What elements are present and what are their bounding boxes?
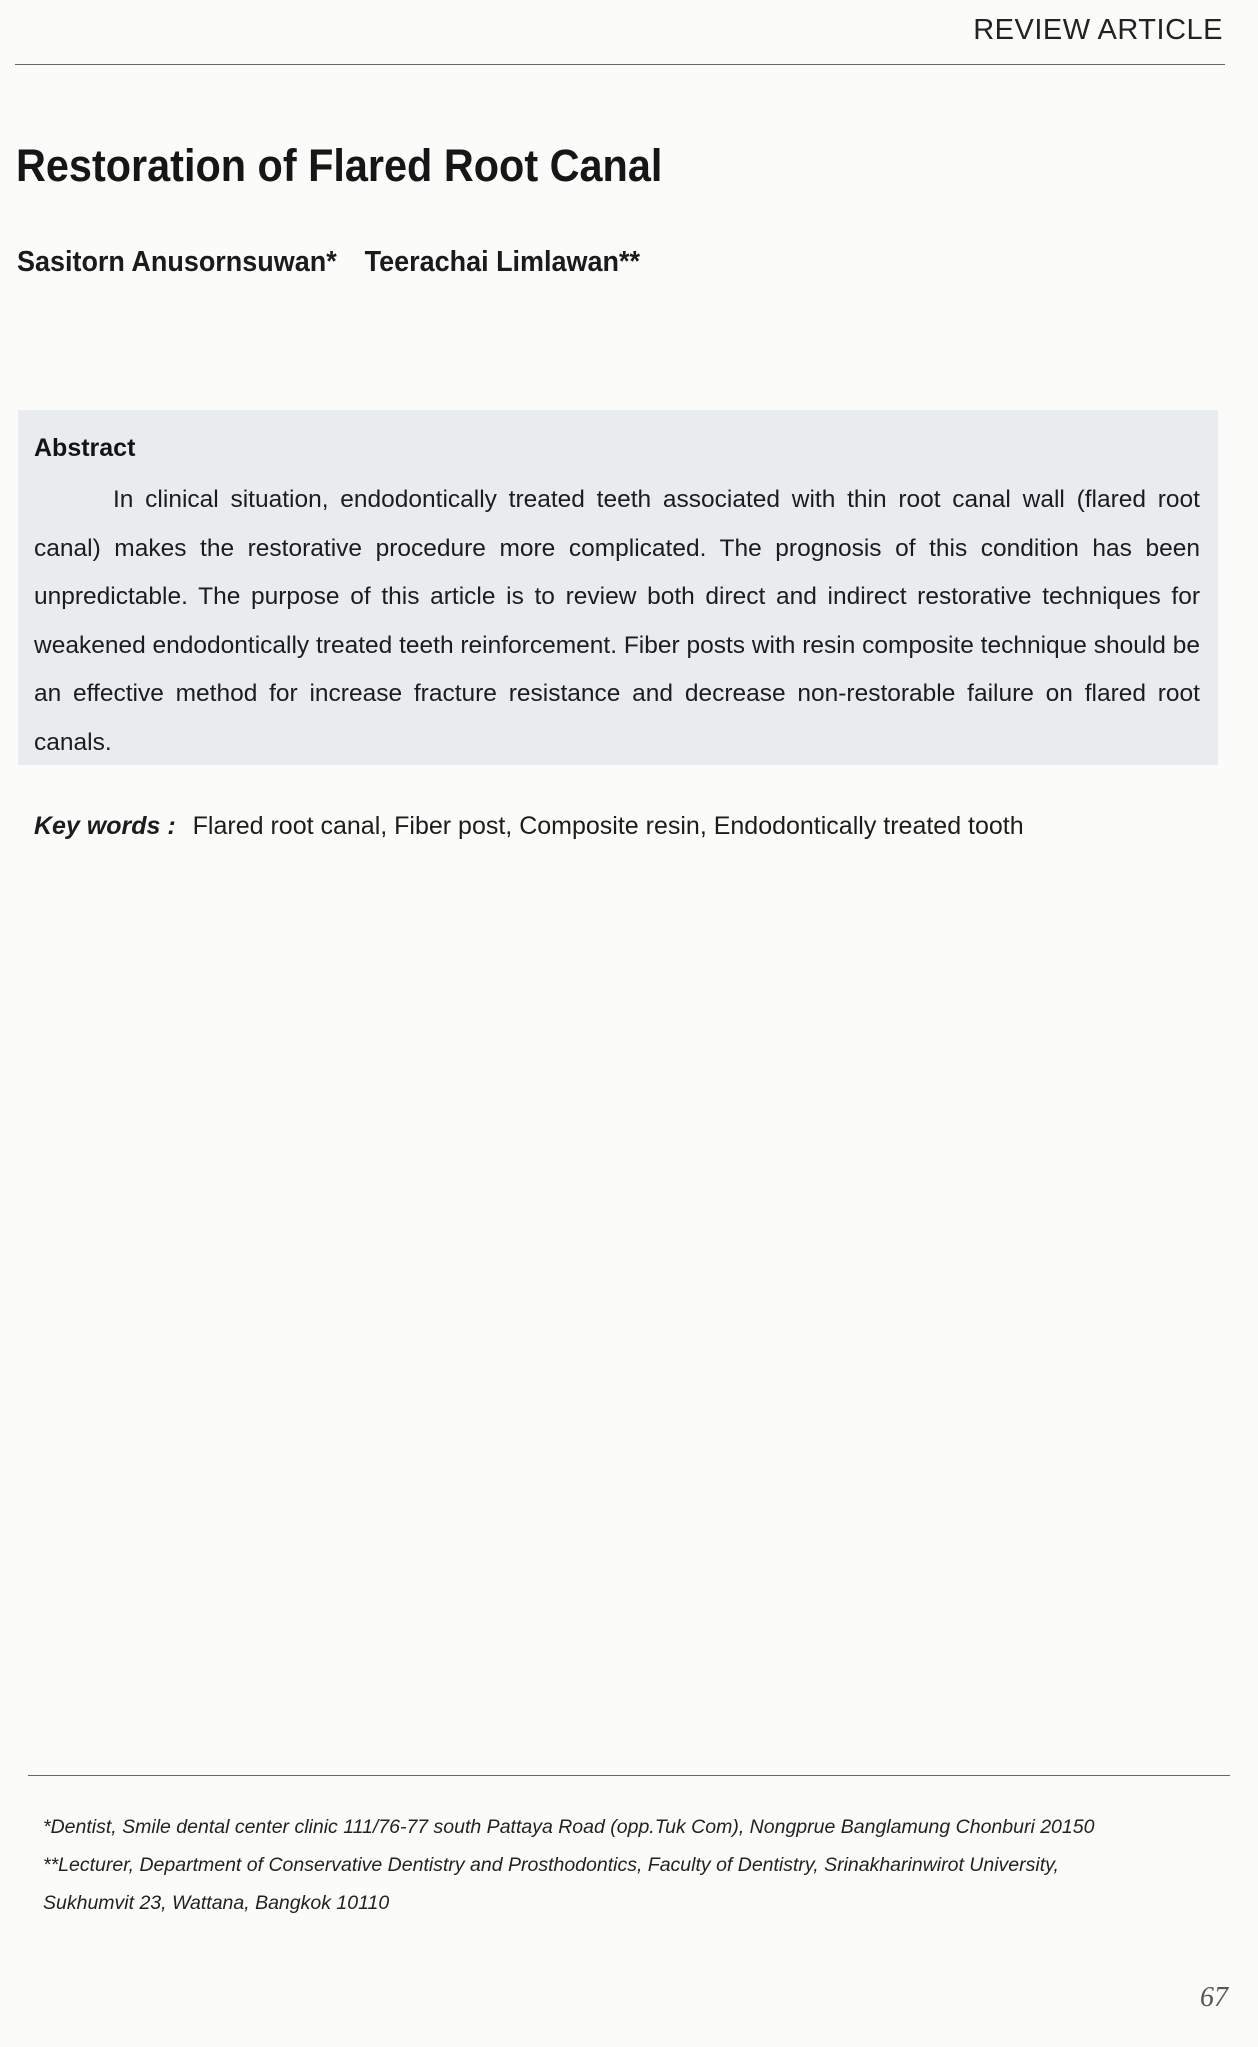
section-label: REVIEW ARTICLE [973, 14, 1223, 46]
keywords-text: Flared root canal, Fiber post, Composite resin, Endodontically treated tooth [192, 812, 1024, 840]
footnotes [43, 1808, 1213, 1922]
authors [17, 246, 660, 279]
keywords-label: Key words : [34, 812, 176, 840]
footnote-1: *Dentist, Smile dental center clinic 111/76-77 south Pattaya Road (opp.Tuk Com), Nongprue Banglamung Chonburi 20150 [43, 1816, 1095, 1838]
abstract-body: In clinical situation, endodontically treated teeth associated with thin root canal wall (flared root canal) makes the restorative procedure more complicated. The prognosis of this condition has been unpredictable. The purpose of this article is to review both direct and indirect restorative techniques for weakened endodontically treated teeth reinforcement. Fiber posts with resin composite technique should be an effective method for increase fracture resistance and decrease non-restorable failure on flared root canals. [34, 486, 1200, 756]
footnote-divider [28, 1775, 1230, 1776]
abstract-heading: Abstract [34, 434, 136, 462]
footnote-2: **Lecturer, Department of Conservative Dentistry and Prosthodontics, Faculty of Dentistry, Srinakharinwirot University, [43, 1854, 1059, 1876]
footnote-3: Sukhumvit 23, Wattana, Bangkok 10110 [43, 1892, 390, 1914]
keywords [34, 812, 1024, 841]
author-2: Teerachai Limlawan** [364, 246, 640, 278]
article-title: Restoration of Flared Root Canal [16, 140, 663, 191]
abstract-box [18, 410, 1218, 765]
author-1: Sasitorn Anusornsuwan* [17, 246, 337, 278]
page-number: 67 [1200, 1982, 1228, 2013]
header-divider [15, 64, 1225, 65]
